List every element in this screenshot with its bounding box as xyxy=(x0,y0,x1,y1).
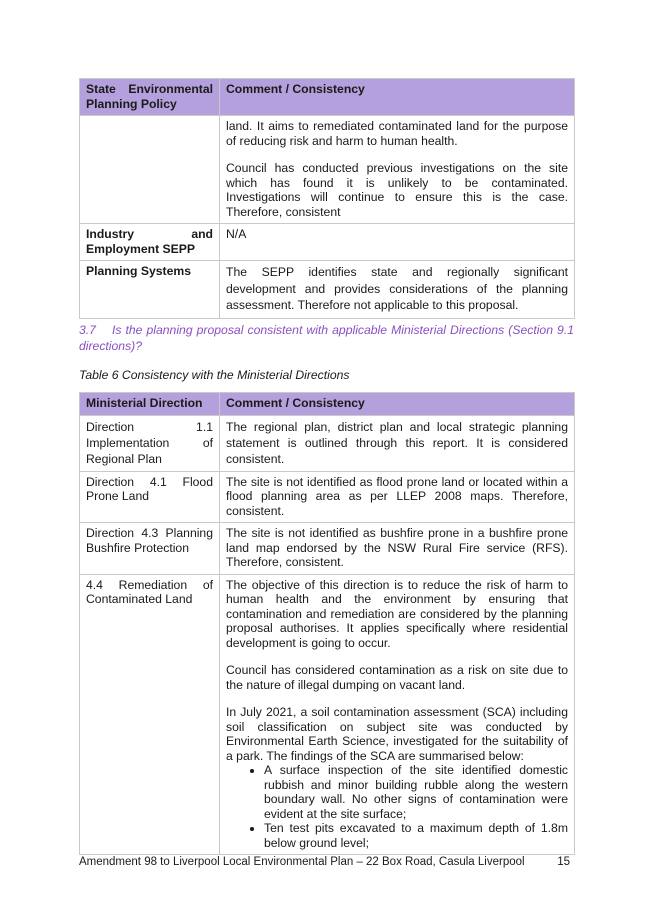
header-comment: Comment / Consistency xyxy=(220,393,575,416)
table-row xyxy=(80,523,575,575)
row-comment: The site is not identified as bushfire prone in a bushfire prone land map endorsed by the NSW Rural Fire service (RFS). Therefore, consistent. xyxy=(220,523,575,575)
section-title: Is the planning proposal consistent with applicable Ministerial Directions (Section 9.1 directions)? xyxy=(79,323,574,353)
paragraph: The objective of this direction is to reduce the risk of harm to human health and the environment by ensuring that contamination and remediation are considered by the planning proposal authorises. It applies specifically where residential development is going to occur. xyxy=(226,577,568,650)
row-comment: The site is not identified as flood prone land or located within a flood planning area as per LLEP 2008 maps. Therefore, consistent. xyxy=(220,471,575,523)
table-row xyxy=(80,574,575,855)
row-label: Direction 4.1 Flood Prone Land xyxy=(80,471,220,523)
sepp-table xyxy=(79,78,575,319)
footer-text: Amendment 98 to Liverpool Local Environmental Plan – 22 Box Road, Casula Liverpool xyxy=(79,856,525,868)
row-label: Direction 4.3 Planning Bushfire Protection xyxy=(80,523,220,575)
page-footer xyxy=(79,856,574,868)
table-header-row xyxy=(80,79,575,116)
row-label: Direction 1.1 Implementation of Regional Plan xyxy=(80,415,220,471)
table-row xyxy=(80,224,575,261)
row-comment: The SEPP identifies state and regionally significant development and provides considerations of the planning assessment. Therefore not applicable to this proposal. xyxy=(220,261,575,319)
paragraph: Council has conducted previous investigations on the site which has found it is unlikely to be contaminated. Investigations will continue to ensure this is the case. Therefore, consistent xyxy=(226,161,568,219)
row-comment: The regional plan, district plan and local strategic planning statement is outlined through this report. It is considered consistent. xyxy=(220,415,575,471)
row-label: 4.4 Remediation of Contaminated Land xyxy=(80,574,220,855)
paragraph: land. It aims to remediated contaminated land for the purpose of reducing risk and harm to human health. xyxy=(226,119,568,148)
header-direction: Ministerial Direction xyxy=(80,393,220,416)
page-number: 15 xyxy=(557,856,570,868)
section-number: 3.7 xyxy=(79,323,96,337)
row-comment xyxy=(220,116,575,224)
table-caption: Table 6 Consistency with the Ministerial Directions xyxy=(79,368,350,382)
row-comment: N/A xyxy=(220,224,575,261)
row-label xyxy=(80,116,220,224)
table-header-row xyxy=(80,393,575,416)
header-sepp: State Environmental Planning Policy xyxy=(80,79,220,116)
table-row xyxy=(80,471,575,523)
table-row xyxy=(80,415,575,471)
findings-list xyxy=(226,763,568,850)
paragraph: Council has considered contamination as a risk on site due to the nature of illegal dumping on vacant land. xyxy=(226,663,568,692)
row-comment xyxy=(220,574,575,855)
table-row xyxy=(80,116,575,224)
list-item: • A surface inspection of the site identified domestic rubbish and minor building rubble along the western boundary wall. No other signs of contamination were evident at the site surface; xyxy=(264,763,568,821)
header-comment: Comment / Consistency xyxy=(220,79,575,116)
row-label: Planning Systems xyxy=(80,261,220,319)
list-item: • Ten test pits excavated to a maximum depth of 1.8m below ground level; xyxy=(264,821,568,850)
ministerial-directions-table xyxy=(79,392,575,855)
section-heading xyxy=(79,322,574,354)
table-row xyxy=(80,261,575,319)
paragraph: In July 2021, a soil contamination assessment (SCA) including soil classification on subject site was conducted by Environmental Earth Science, investigated for the suitability of a park. The findings of the SCA are summarised below: xyxy=(226,705,568,763)
row-label: Industry and Employment SEPP xyxy=(80,224,220,261)
